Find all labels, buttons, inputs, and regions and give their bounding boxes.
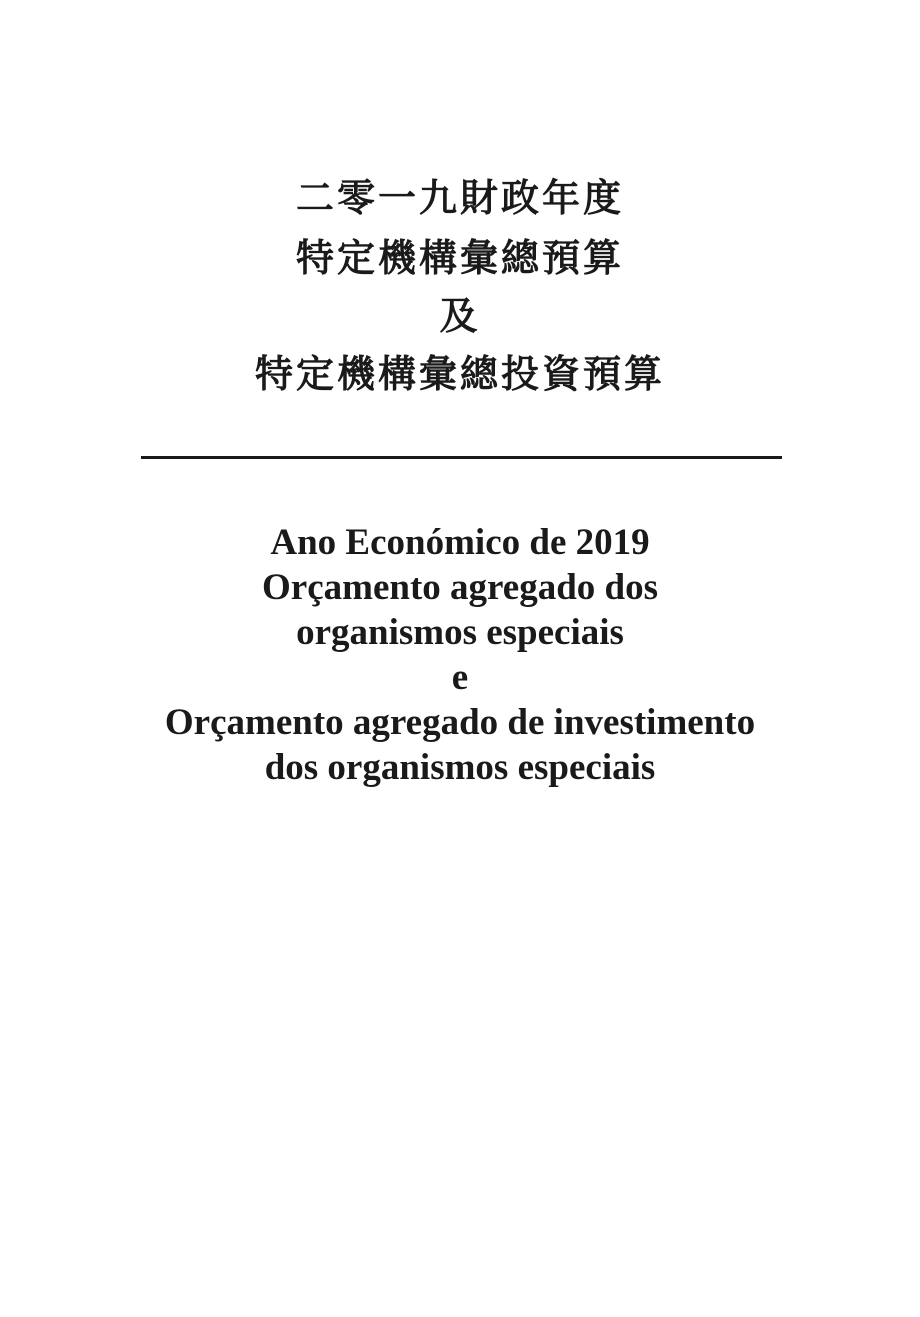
chinese-title-line-2: 特定機構彙總預算 [295,235,624,280]
portuguese-title-line-5: Orçamento agregado de investimento [164,702,756,743]
chinese-title-line-1: 二零一九財政年度 [295,175,624,220]
portuguese-title-block [0,520,920,790]
portuguese-title-line-2: Orçamento agregado dos [262,567,658,608]
chinese-title-line-3: 及 [439,293,481,338]
title-divider [141,456,782,459]
chinese-title-block [0,168,920,404]
portuguese-title-line-1: Ano Económico de 2019 [270,522,650,563]
portuguese-title-line-4: e [451,657,469,698]
portuguese-title-line-3: organismos especiais [296,612,624,653]
portuguese-title-line-6: dos organismos especiais [264,747,656,788]
chinese-title-line-4: 特定機構彙總投資預算 [254,351,665,396]
